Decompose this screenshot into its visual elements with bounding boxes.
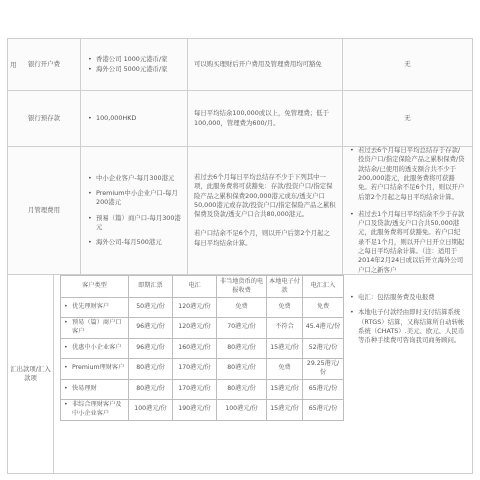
table-cell: 15港元/份 [267, 379, 303, 399]
table-cell [61, 298, 129, 318]
table-row [61, 358, 344, 379]
row-other-cell [343, 147, 472, 274]
remittance-label: 汇出款项/汇入款项 [8, 275, 54, 473]
row-monthly-management-fee [8, 147, 472, 275]
list-item: • 本地电子付款经由即时支付结算系统（RTGS）结算，又称结算所自动转帐系统（CHATS）.美元、欧元、人民币等币种手续费可咨询我司商务顾问。 [349, 308, 466, 345]
customer-type: • 优先理财客户 [63, 303, 126, 312]
column-header: 电汇汇入 [303, 276, 344, 298]
table-cell: 80港元/份 [129, 358, 173, 379]
list-item: • 中小企业客户-每月300港元 [87, 174, 181, 183]
fee-table [7, 38, 473, 474]
table-cell: 29.25港元/份 [303, 358, 344, 379]
row-label-cell [8, 39, 81, 90]
table-cell: 120港元/份 [173, 318, 217, 339]
table-cell: 15港元/份 [267, 338, 303, 358]
bullet-list [349, 147, 466, 274]
table-header-row [61, 276, 344, 298]
bullet-list [87, 114, 136, 123]
other-text: 无 [404, 113, 411, 122]
other-block [349, 147, 466, 274]
customer-type: • 非综合理财客户及中小企业客户 [63, 401, 126, 419]
table-cell: 80港元/份 [217, 358, 267, 379]
remittance-table [60, 275, 344, 421]
left-edge-text: 用 [10, 61, 17, 69]
customer-type: • Premium理财客户 [63, 364, 126, 373]
bullet-list [87, 55, 168, 74]
customer-type: • 优惠中小企业客户 [63, 344, 126, 353]
row-condition-cell [188, 91, 343, 146]
row-label: 银行开户费 [28, 59, 60, 68]
column-header: 电汇 [173, 276, 217, 298]
table-cell [61, 358, 129, 379]
customer-type: • 快易理财 [63, 385, 126, 394]
table-cell: 96港元/份 [129, 338, 173, 358]
list-item: • 海外公司 5000元港币/家 [87, 65, 168, 74]
row-deposit [8, 91, 472, 147]
customer-type: • 预易（篇）商户口客户 [63, 319, 126, 337]
list-item: • 香港公司 1000元港币/家 [87, 55, 168, 64]
column-header: 即期汇票 [129, 276, 173, 298]
condition-block [194, 147, 336, 274]
condition-text: 可以购买理财后开户费用及管理费用均可豁免 [194, 59, 322, 68]
remittance-notes [343, 275, 472, 473]
row-label-cell [8, 147, 81, 274]
table-cell: 15港元/份 [267, 399, 303, 420]
condition-text: 每日平均结余100,000或以上，免管理费；低于100,000，管理费为600/月。 [194, 109, 330, 127]
table-cell: 50港元/份 [129, 298, 173, 318]
table-cell: 120港元/份 [173, 298, 217, 318]
row-items-cell [81, 91, 188, 146]
table-cell: 170港元/份 [173, 379, 217, 399]
table-cell: 免费 [217, 298, 267, 318]
table-cell [61, 338, 129, 358]
table-row [61, 298, 344, 318]
bullet-list [349, 293, 466, 345]
top-blank-strip [0, 0, 480, 38]
condition-text: 若过去6个月每日平均总结存不少于下列其中一项，此服务费将可获豁免：存款/投资户口/指定保险产品之累积保费200,000港元或东/透支户口50,000港元或存款/投资户口/指定保险产品之累积保费及贷款/透支户口合共80,000港元。 [194, 173, 336, 219]
column-header: 本地电子付款 [267, 276, 303, 298]
list-item: • 电汇：包括服务费及电报费 [349, 293, 466, 302]
bullet-list [87, 174, 181, 248]
row-label: 银行预存款 [28, 113, 60, 122]
table-cell: 免费 [303, 298, 344, 318]
table-cell [61, 318, 129, 339]
row-label-cell [8, 91, 81, 146]
table-cell [61, 379, 129, 399]
list-item: • 若过去1个月每日平均结余不少于存款户口及贷款/透支户口合共50,000港元，此服务费将可获豁免。若户口纪录不足1个月，则以开户日开立日期起之每日平均结余计算。（注：适用于2014年2月24日或以后开立海外公司户口之新客户 [349, 210, 466, 274]
table-cell: 100港元/份 [217, 399, 267, 420]
row-other-cell [343, 39, 472, 90]
condition-text: 若户口结余不足6个月，则以开户后第2个月起之每日平均结余计算。 [194, 229, 330, 247]
list-item: • Premium中小企业户口-每月200港元 [87, 189, 181, 208]
table-cell: 52港元/份 [303, 338, 344, 358]
table-cell: 70港元/份 [217, 318, 267, 339]
column-header: 客户类型 [61, 276, 129, 298]
row-condition-cell [188, 147, 343, 274]
row-items-cell [81, 147, 188, 274]
table-cell: 170港元/份 [173, 358, 217, 379]
table-cell: 96港元/份 [129, 318, 173, 339]
table-row [61, 379, 344, 399]
table-cell: 190港元/份 [173, 399, 217, 420]
list-item: • 预易（篇）商户口-每月300港元 [87, 214, 181, 233]
table-row [61, 338, 344, 358]
list-item: • 100,000HKD [87, 114, 136, 123]
table-cell [61, 399, 129, 420]
table-cell: 免费 [267, 298, 303, 318]
table-cell: 80港元/份 [129, 379, 173, 399]
table-cell: 65港元/份 [303, 399, 344, 420]
row-condition-cell [188, 39, 343, 90]
table-cell: 100港元/份 [129, 399, 173, 420]
table-cell: 免费 [267, 358, 303, 379]
list-item: • 海外公司-每月500港元 [87, 238, 181, 247]
table-row [61, 318, 344, 339]
column-header: 非当地货币的电报收费 [217, 276, 267, 298]
other-text: 无 [404, 59, 411, 68]
row-account-opening-fee [8, 39, 472, 91]
table-cell: 45.4港元/份 [303, 318, 344, 339]
row-other-cell [343, 91, 472, 146]
table-cell: 80港元/份 [217, 379, 267, 399]
remittance-section [8, 275, 472, 473]
row-label: 月管理费用 [28, 205, 60, 214]
table-cell: 80港元/份 [217, 338, 267, 358]
table-cell: 160港元/份 [173, 338, 217, 358]
row-items-cell [81, 39, 188, 90]
table-cell: 65港元/份 [303, 379, 344, 399]
list-item: • 若过去6个月每日平均总结存于存款/投资户口/指定保险产品之累积保费/贷款结余/已使用的透支额合共不少于200,000港元，此服务费将可获豁免。若户口结余不足6个月，则以开户后第2个月起之每日平均结余计算。 [349, 147, 466, 202]
table-cell: 不符合 [267, 318, 303, 339]
table-row [61, 399, 344, 420]
